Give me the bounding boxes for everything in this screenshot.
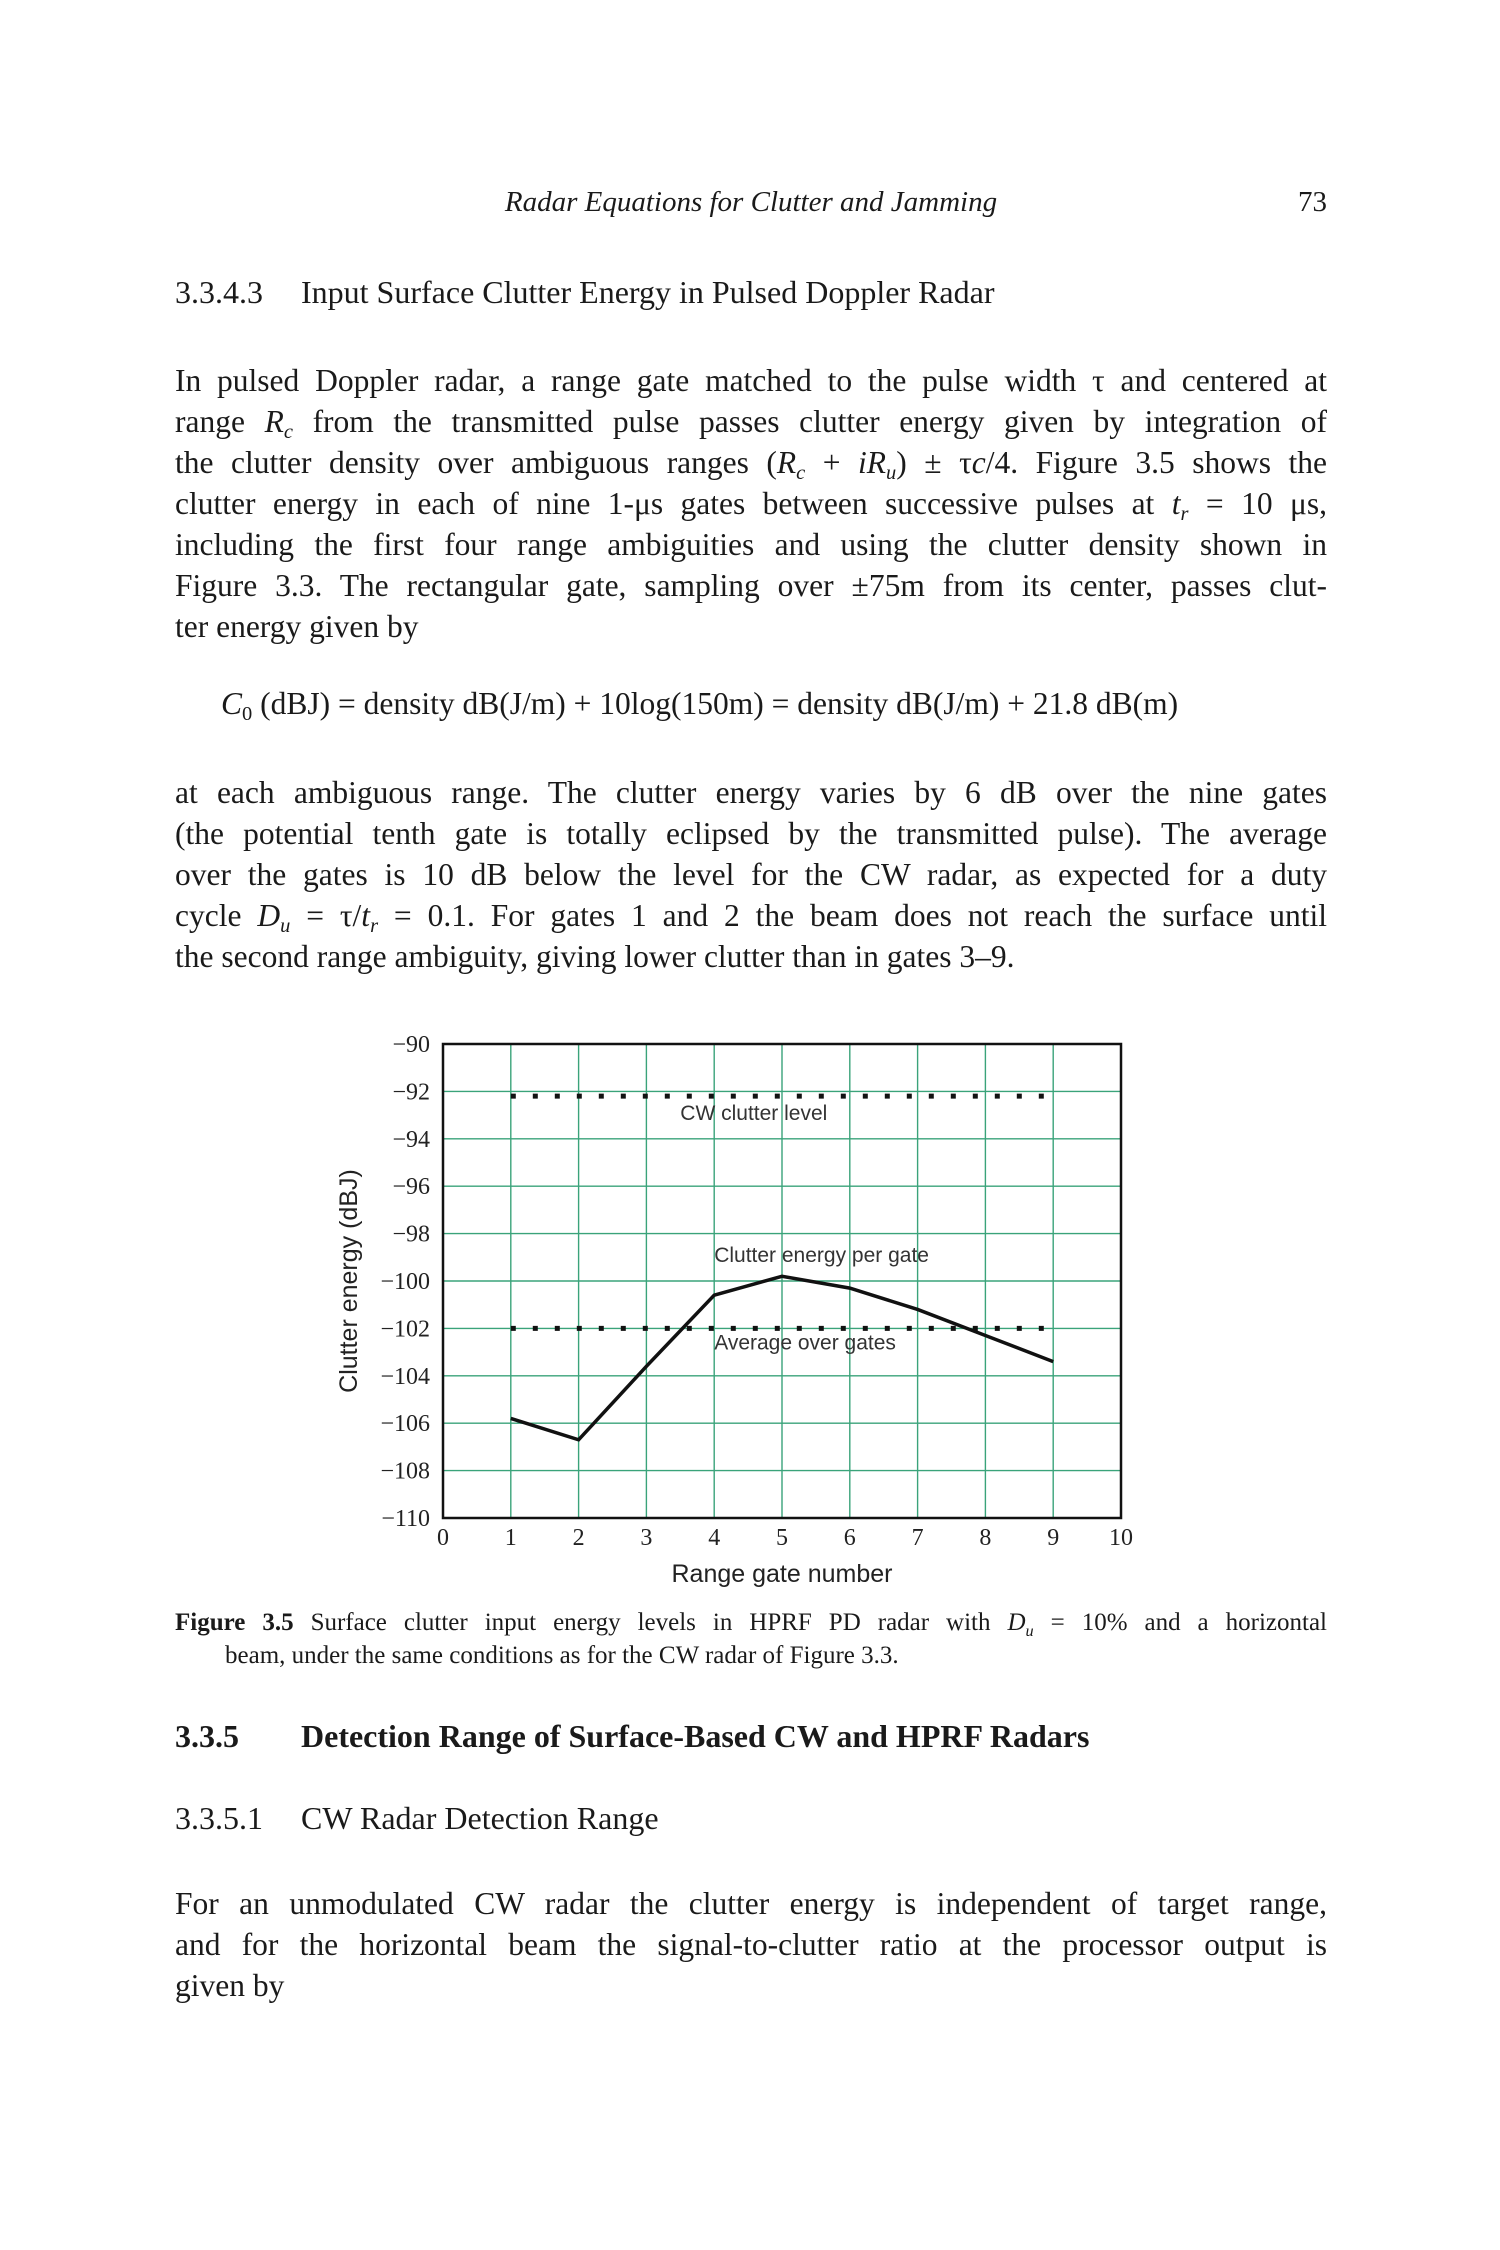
y-tick-label: −106 bbox=[380, 1411, 430, 1438]
x-tick-label: 5 bbox=[776, 1525, 788, 1551]
x-tick-label: 9 bbox=[1047, 1525, 1060, 1551]
x-tick-label: 4 bbox=[708, 1525, 721, 1551]
y-tick-label: −96 bbox=[392, 1174, 430, 1201]
text-line: (the potential tenth gate is totally eclipsed by the transmitted pulse). The average bbox=[175, 816, 1327, 851]
text-line: over the gates is 10 dB below the level for the CW radar, as expected for a duty bbox=[175, 857, 1327, 892]
figure-caption: Figure 3.5 Surface clutter input energy levels in HPRF PD radar with $D_u = 10\%$ and a horizontal beam, under the same conditions as for the CW radar of Figure 3.3. bbox=[175, 1609, 1327, 1669]
x-tick-label: 0 bbox=[437, 1525, 449, 1551]
annotation-clutter-energy-per-gate: Clutter energy per gate bbox=[714, 1244, 929, 1268]
page-number: 73 bbox=[1298, 186, 1327, 218]
annotation-cw-clutter-level: CW clutter level bbox=[680, 1101, 828, 1125]
subsection-number: 3.3.4.3 bbox=[175, 274, 263, 310]
subsection-title: CW Radar Detection Range bbox=[301, 1800, 659, 1836]
text-line: For an unmodulated CW radar the clutter energy is independent of target range, bbox=[175, 1886, 1327, 1921]
text-line: Figure 3.3. The rectangular gate, sampling over ±75m from its center, passes clut- bbox=[175, 568, 1327, 603]
annotation-average-over-gates: Average over gates bbox=[714, 1331, 896, 1355]
y-tick-label: −110 bbox=[381, 1506, 430, 1532]
y-tick-label: −94 bbox=[392, 1126, 430, 1153]
y-tick-label: −92 bbox=[392, 1079, 430, 1106]
text-line: at each ambiguous range. The clutter energy varies by 6 dB over the nine gates bbox=[175, 775, 1327, 810]
y-tick-label: −108 bbox=[380, 1458, 430, 1485]
text-line: given by bbox=[175, 1968, 285, 2003]
y-tick-label: −102 bbox=[380, 1316, 430, 1343]
text-line: cycle $D_u = \tau/t_r = 0.1$. For gates 1 and 2 the beam does not reach the surface until bbox=[175, 898, 1327, 937]
section-number: 3.3.5 bbox=[175, 1718, 239, 1754]
y-tick-label: −90 bbox=[392, 1032, 430, 1058]
x-tick-label: 3 bbox=[640, 1525, 653, 1551]
y-tick-label: −100 bbox=[380, 1269, 430, 1295]
text-line: clutter energy in each of nine 1-μs gates between successive pulses at $t_r = 10$ μs, bbox=[175, 486, 1327, 525]
y-tick-labels bbox=[380, 1032, 430, 1532]
y-tick-label: −98 bbox=[392, 1221, 430, 1248]
x-tick-label: 2 bbox=[572, 1525, 585, 1551]
text-line: including the first four range ambiguities and using the clutter density shown in bbox=[175, 527, 1327, 562]
x-tick-label: 10 bbox=[1109, 1525, 1133, 1551]
subsection-heading-3-3-5-1 bbox=[175, 1800, 659, 1837]
section-heading-3-3-5 bbox=[175, 1718, 1089, 1755]
x-tick-label: 8 bbox=[979, 1525, 992, 1551]
text-line: ter energy given by bbox=[175, 609, 419, 644]
x-tick-labels bbox=[437, 1525, 1133, 1551]
text-line: the second range ambiguity, giving lower clutter than in gates 3–9. bbox=[175, 939, 1015, 974]
section-title: Detection Range of Surface-Based CW and HPRF Radars bbox=[301, 1718, 1090, 1754]
x-axis-label: Range gate number bbox=[671, 1560, 893, 1588]
figure-label: Figure 3.5 bbox=[175, 1609, 294, 1636]
y-axis-label: Clutter energy (dBJ) bbox=[335, 1169, 363, 1393]
x-tick-label: 1 bbox=[504, 1525, 517, 1551]
x-tick-label: 7 bbox=[911, 1525, 924, 1551]
text-line: In pulsed Doppler radar, a range gate matched to the pulse width τ and centered at bbox=[175, 363, 1327, 398]
text-line: and for the horizontal beam the signal-to-clutter ratio at the processor output is bbox=[175, 1927, 1327, 1962]
running-title: Radar Equations for Clutter and Jamming bbox=[504, 186, 998, 218]
y-tick-label: −104 bbox=[380, 1363, 430, 1390]
text-line: the clutter density over ambiguous ranges $(R_c + iR_u) \pm \tau c/4$. Figure 3.5 shows the bbox=[175, 445, 1328, 484]
subsection-number: 3.3.5.1 bbox=[175, 1800, 263, 1836]
equation-c0: $C_0$ (dBJ) = density dB(J/m) + 10log(150m) = density dB(J/m) + 21.8 dB(m) bbox=[221, 686, 1179, 725]
subsection-title: Input Surface Clutter Energy in Pulsed Doppler Radar bbox=[301, 274, 995, 310]
text-line: range $R_c$ from the transmitted pulse passes clutter energy given by integration of bbox=[175, 404, 1328, 443]
paragraph-3 bbox=[175, 1883, 1327, 2006]
x-tick-label: 6 bbox=[843, 1525, 856, 1551]
